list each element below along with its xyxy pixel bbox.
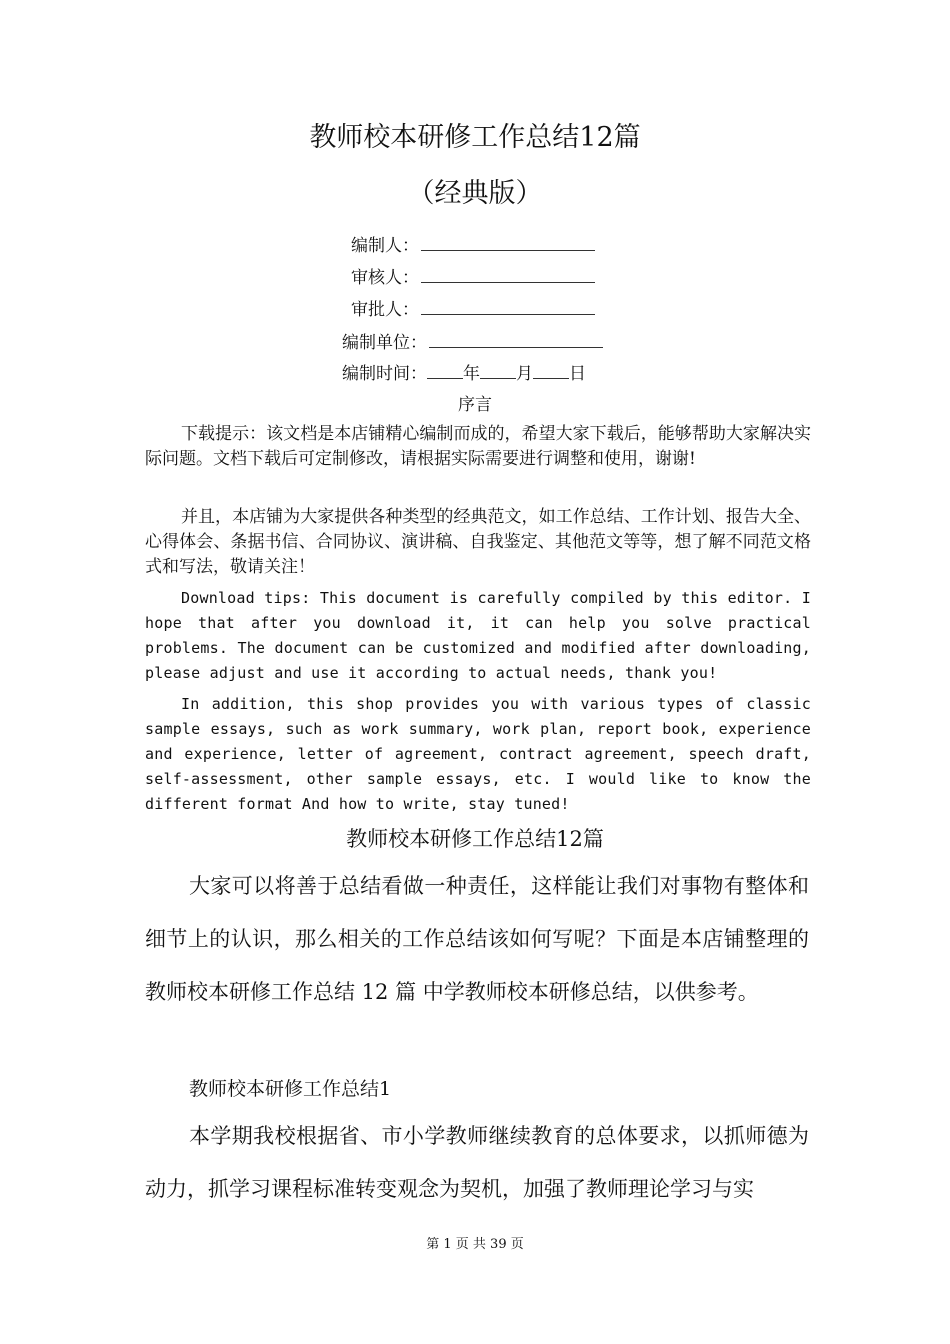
reviewer-row [351, 263, 595, 288]
page-footer: 第 1 页 共 39 页 [426, 1237, 524, 1252]
preface-paragraph-4: In addition, this shop provides you with various types of classic sample essays, such as work summary, work plan, report book, experience and experience, letter of agreement, contract agreement, speech draft, self-assessment, other sample essays, etc. I would like to know the different format And how to write, stay tuned! [145, 695, 811, 813]
unit-row [342, 328, 603, 353]
date-row [342, 359, 586, 384]
unit-field [429, 333, 603, 348]
approver-label: 审批人： [351, 300, 419, 320]
preface-paragraph-1: 下载提示：该文档是本店铺精心编制而成的，希望大家下载后，能够帮助大家解决实际问题。文档下载后可定制修改，请根据实际需要进行调整和使用，谢谢! [145, 424, 811, 469]
date-label: 编制时间： [342, 364, 427, 384]
section-title: 教师校本研修工作总结12篇 [346, 827, 604, 851]
body-paragraph-1: 本学期我校根据省、市小学教师继续教育的总体要求，以抓师德为动力，抓学习课程标准转变观念为契机，加强了教师理论学习与实 [145, 1124, 809, 1201]
day-field [533, 364, 569, 379]
day-label: 日 [569, 364, 586, 384]
document-title: 教师校本研修工作总结12篇 [309, 122, 641, 153]
approver-row [351, 295, 595, 320]
reviewer-field [421, 268, 595, 283]
subheading-1: 教师校本研修工作总结1 [189, 1078, 392, 1100]
month-field [480, 364, 516, 379]
year-label: 年 [463, 364, 480, 384]
approver-field [421, 300, 595, 315]
unit-label: 编制单位： [342, 333, 427, 353]
document-subtitle: （经典版） [407, 178, 543, 209]
editor-field [421, 236, 595, 251]
editor-row [351, 231, 595, 256]
reviewer-label: 审核人： [351, 268, 419, 288]
year-field [427, 364, 463, 379]
preface-paragraph-2: 并且，本店铺为大家提供各种类型的经典范文，如工作总结、工作计划、报告大全、心得体会、条据书信、合同协议、演讲稿、自我鉴定、其他范文等等，想了解不同范文格式和写法，敬请关注！ [145, 507, 811, 577]
preface-paragraph-3: Download tips: This document is carefully compiled by this editor. I hope that after you download it, it can help you solve practical problems. The document can be customized and modified after downloading, please adjust and use it according to actual needs, thank you! [145, 589, 811, 682]
month-label: 月 [516, 364, 533, 384]
preface-heading: 序言 [458, 395, 492, 415]
editor-label: 编制人： [351, 236, 419, 256]
intro-paragraph: 大家可以将善于总结看做一种责任，这样能让我们对事物有整体和细节上的认识，那么相关的工作总结该如何写呢？下面是本店铺整理的教师校本研修工作总结 12 篇 中学教师校本研修总结，以供参考。 [145, 874, 809, 1004]
